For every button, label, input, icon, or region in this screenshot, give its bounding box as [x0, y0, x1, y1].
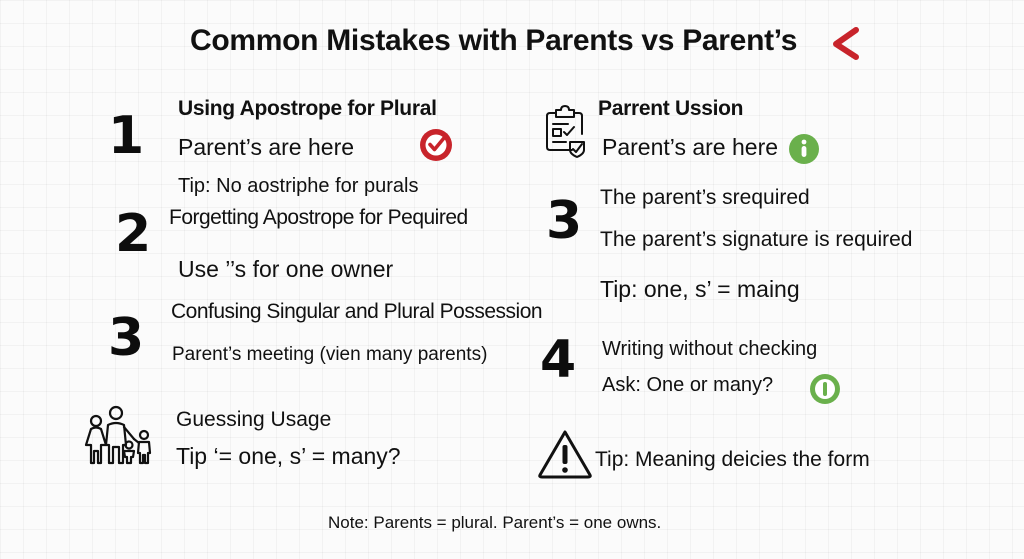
item-example: Parent’s are here: [178, 134, 355, 160]
item-heading: Forgetting Apostrope for Pequired: [169, 206, 468, 229]
page-title: Common Mistakes with Parents vs Parent’s: [190, 24, 798, 57]
item-line1: The parent’s srequired: [600, 186, 810, 209]
item-number: 2: [115, 204, 152, 264]
info-circle-icon: [809, 373, 841, 405]
item-tip: Tip: No aostriphe for purals: [178, 175, 419, 197]
item-heading: Using Apostrope for Plural: [178, 97, 437, 120]
chevron-left-icon: [826, 24, 866, 64]
item-example: Ask: One or many?: [602, 374, 774, 396]
footer-note: Note: Parents = plural. Parent’s = one owns.: [328, 513, 662, 532]
item-tip: Tip ‘= one, s’ = many?: [176, 443, 401, 469]
item-number: 3: [546, 191, 583, 251]
warning-triangle-icon: [536, 428, 594, 480]
item-tip: Tip: one, s’ = maing: [600, 276, 800, 302]
item-heading: Writing without checking: [602, 338, 818, 360]
item-example: Use ’’s for one owner: [178, 256, 394, 282]
item-number: 1: [108, 106, 145, 166]
family-icon: [82, 405, 154, 467]
item-heading: Parrent Ussion: [598, 97, 744, 120]
item-tip: Tip: Meaning deicies the form: [595, 448, 870, 471]
item-line2: The parent’s signature is required: [600, 228, 913, 251]
info-circle-icon: [788, 133, 820, 165]
item-example: Parent’s are here: [602, 134, 779, 160]
item-heading: Confusing Singular and Plural Possession: [171, 300, 543, 323]
item-number: 4: [540, 330, 577, 390]
item-heading: Guessing Usage: [176, 408, 332, 431]
check-circle-icon: [418, 127, 454, 163]
clipboard-checklist-icon: [544, 104, 588, 158]
item-number: 3: [108, 308, 145, 368]
item-example: Parent’s meeting (vien many parents): [172, 344, 488, 365]
